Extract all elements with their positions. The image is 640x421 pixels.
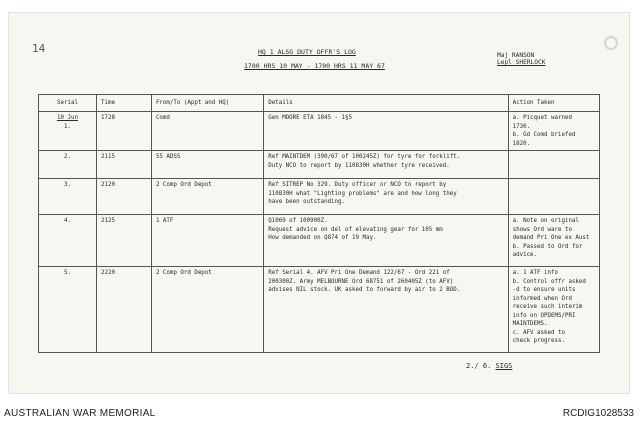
action-line: b. Gd Comd briefed	[512, 132, 576, 138]
details-line: Ref Serial 4. AFV Pri One Demand 122/67 - Ord 221 of	[268, 270, 450, 276]
details-line: Duty NCO to report by 110830H whether tyre received.	[268, 162, 450, 169]
action-line: 1820.	[512, 140, 531, 147]
action-line: b. Control offr asked	[512, 278, 586, 285]
cell-time: 2120	[97, 179, 152, 215]
action-line: 1730.	[512, 123, 531, 130]
cell-serial: 3.	[39, 179, 97, 215]
log-table	[38, 94, 600, 353]
page-reference	[466, 362, 512, 370]
serial-number: 1.	[64, 123, 71, 130]
table-row	[39, 112, 600, 151]
action-line: info on OPDEMS/PRI	[512, 312, 576, 319]
details-line: have been outstanding.	[268, 199, 346, 205]
cell-action	[508, 215, 599, 267]
header-from-to: From/To (Appt and HQ)	[151, 95, 263, 112]
action-line: -d to ensure units	[512, 287, 576, 293]
cell-time: 2220	[97, 267, 152, 353]
cell-details	[264, 151, 508, 179]
action-line: shows Ord ware to	[512, 226, 572, 233]
details-line: Q1069 of 100900Z.	[268, 218, 328, 224]
action-line: informed when Ord	[512, 295, 572, 302]
log-period: 1700 HRS 10 MAY - 1700 HRS 11 MAY 67	[244, 62, 385, 70]
cell-serial	[39, 112, 97, 151]
cell-action	[508, 112, 599, 151]
action-line: c. AFV asked to	[512, 329, 565, 336]
cell-time: 2115	[97, 151, 152, 179]
details-line: Gen MOORE ETA 1845 - 1§5	[268, 115, 352, 121]
action-line: MAINTDEMS.	[512, 321, 548, 327]
cell-time: 1728	[97, 112, 152, 151]
cell-serial: 4.	[39, 215, 97, 267]
cell-details	[264, 179, 508, 215]
header-time: Time	[97, 95, 152, 112]
action-line: b. Passed to Ord for	[512, 243, 583, 250]
details-line: 200300Z. Army MELBOURNE Ord 68751 of 260405Z (to AFV)	[268, 278, 454, 285]
cell-details	[264, 112, 508, 151]
action-line: check progress.	[512, 338, 565, 344]
log-title: HQ 1 ALSG DUTY OFFR'S LOG	[258, 48, 356, 56]
archive-id: RCDIG1028533	[562, 408, 634, 419]
action-line: a. Note on original	[512, 218, 579, 224]
details-line: Ref MAINTDEM (390/67 of 100245Z) for tyre for forklift.	[268, 154, 461, 160]
header-serial: Serial	[39, 95, 97, 112]
details-line: Ref SITREP No 329. Duty officer or NCO to report by	[268, 182, 447, 188]
cell-action	[508, 267, 599, 353]
details-line: How demanded on Q874 of 19 May.	[268, 235, 377, 241]
serial-date: 10 Jun	[57, 115, 78, 121]
action-line: receive such interim	[512, 304, 583, 310]
cell-from: Comd	[151, 112, 263, 151]
archive-credit: AUSTRALIAN WAR MEMORIAL	[4, 408, 156, 419]
details-line: Request advice on del of elevating gear for 105 mm	[268, 226, 443, 233]
page-ref-sigs: SIGS	[495, 362, 513, 370]
table-row	[39, 151, 600, 179]
cell-from: 2 Comp Ord Depot	[151, 179, 263, 215]
page-ref-prefix: 2./ 6.	[466, 362, 492, 370]
header-action-taken: Action Taken	[508, 95, 599, 112]
details-line: 110830H what "Lighting problems" are and how long they	[268, 190, 457, 197]
action-line: a. Picquet warned	[512, 115, 572, 121]
cell-details	[264, 267, 508, 353]
cell-serial: 5.	[39, 267, 97, 353]
cell-from: 55 ADSS	[151, 151, 263, 179]
header-details: Details	[264, 95, 508, 112]
action-line: advice.	[512, 252, 538, 258]
officer-name-2: Lepl SHERLOCK	[497, 59, 546, 66]
table-header-row	[39, 95, 600, 112]
cell-details	[264, 215, 508, 267]
cell-time: 2125	[97, 215, 152, 267]
hole-punch-mark	[604, 36, 618, 50]
action-line: a. 1 ATF info	[512, 270, 558, 276]
cell-from: 2 Comp Ord Depot	[151, 267, 263, 353]
action-line: demand Pri One ex Aust	[512, 235, 590, 241]
cell-serial: 2.	[39, 151, 97, 179]
cell-action	[508, 179, 599, 215]
details-line: advises NIL stock. UK asked to forward by air to 2 BOD.	[268, 287, 461, 293]
officer-name-1: Maj RANSON	[497, 52, 535, 59]
table-row	[39, 179, 600, 215]
cell-action	[508, 151, 599, 179]
table-row	[39, 267, 600, 353]
table-row	[39, 215, 600, 267]
cell-from: 1 ATF	[151, 215, 263, 267]
page-number: 14	[32, 42, 46, 55]
